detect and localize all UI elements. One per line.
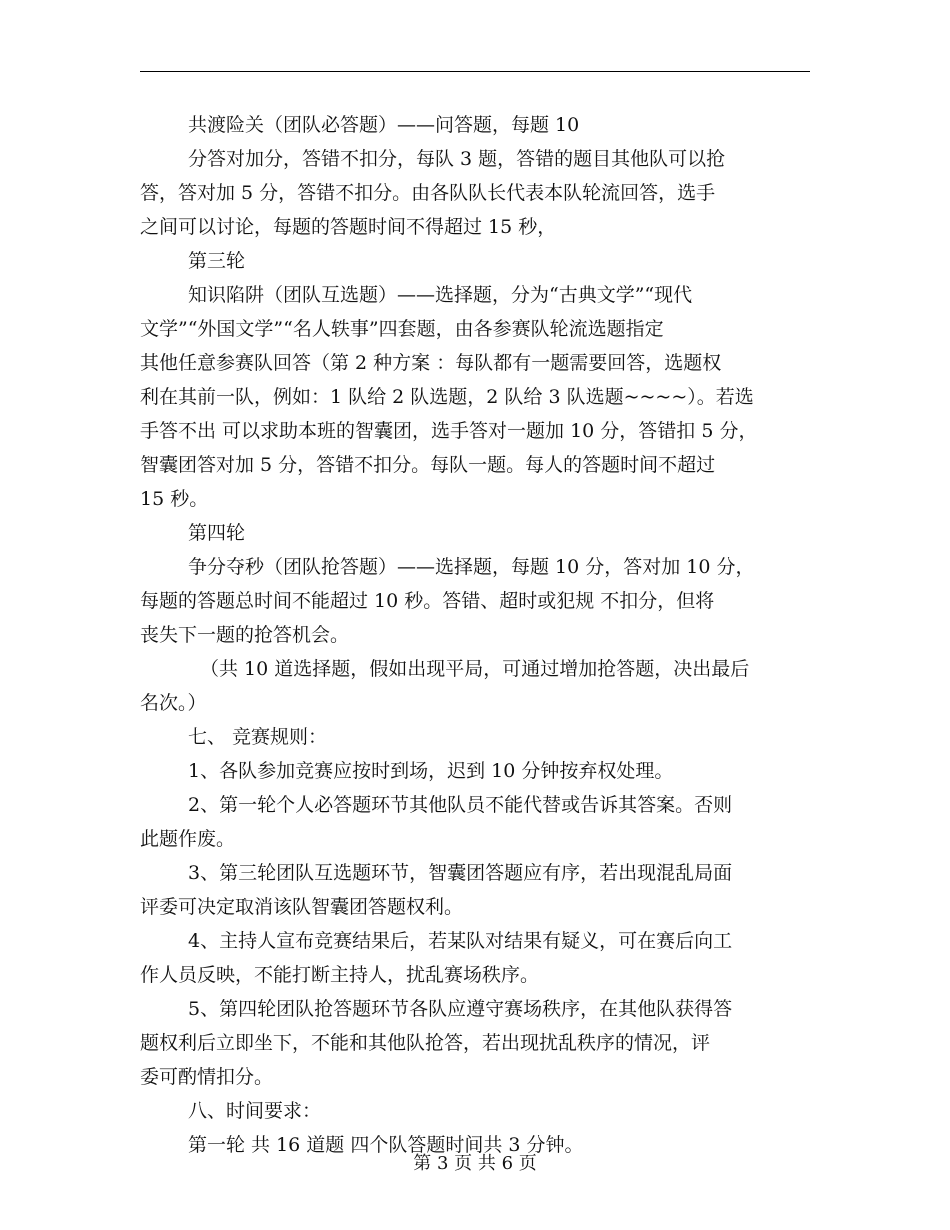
paragraph-line: 知识陷阱（团队互选题）——选择题，分为“古典文学”“现代 bbox=[188, 284, 693, 306]
paragraph-line: 共渡险关（团队必答题）——问答题，每题 10 bbox=[188, 114, 580, 136]
paragraph-line: 答，答对加 5 分，答错不扣分。由各队队长代表本队轮流回答，选手 bbox=[140, 182, 716, 204]
rule-item: 2、第一轮个人必答题环节其他队员不能代替或告诉其答案。否则 bbox=[188, 794, 733, 816]
paragraph-line: 其他任意参赛队回答（第 2 种方案 ：每队都有一题需要回答，选题权 bbox=[140, 352, 722, 374]
paragraph-line: 每题的答题总时间不能超过 10 秒。答错、超时或犯规 不扣分，但将 bbox=[140, 590, 715, 612]
rule-item: 题权利后立即坐下，不能和其他队抢答，若出现扰乱秩序的情况，评 bbox=[140, 1032, 711, 1054]
paragraph-line: 之间可以讨论，每题的答题时间不得超过 15 秒， bbox=[140, 216, 557, 238]
rule-item: 3、第三轮团队互选题环节，智囊团答题应有序，若出现混乱局面 bbox=[188, 862, 733, 884]
header-rule bbox=[140, 71, 810, 72]
paragraph-line: 丧失下一题的抢答机会。 bbox=[140, 624, 350, 646]
paragraph-line: 争分夺秒（团队抢答题）——选择题，每题 10 分，答对加 10 分， bbox=[188, 556, 755, 578]
rule-item: 作人员反映，不能打断主持人，扰乱赛场秩序。 bbox=[140, 964, 540, 986]
section-heading: 八、时间要求： bbox=[188, 1100, 322, 1122]
rule-item: 5、第四轮团队抢答题环节各队应遵守赛场秩序，在其他队获得答 bbox=[188, 998, 733, 1020]
paragraph-line: 分答对加分，答错不扣分，每队 3 题，答错的题目其他队可以抢 bbox=[188, 148, 726, 170]
page-footer bbox=[0, 1152, 950, 1176]
section-heading: 七、 竞赛规则： bbox=[188, 726, 328, 748]
rule-item: 此题作废。 bbox=[140, 828, 236, 850]
paragraph-line: 名次。） bbox=[140, 692, 207, 714]
rule-item: 评委可决定取消该队智囊团答题权利。 bbox=[140, 896, 464, 918]
rule-item: 1、各队参加竞赛应按时到场，迟到 10 分钟按弃权处理。 bbox=[188, 760, 674, 782]
paragraph-line: 第一轮 共 16 道题 四个队答题时间共 3 分钟。 bbox=[188, 1134, 584, 1156]
document-body bbox=[140, 108, 820, 1162]
paragraph-line: 利在其前一队，例如：1 队给 2 队选题，2 队给 3 队选题~~~~）。若选 bbox=[140, 386, 754, 408]
paragraph-line: 15 秒。 bbox=[140, 488, 209, 510]
paragraph-line: 文学”“外国文学”“名人轶事”四套题，由各参赛队轮流选题指定 bbox=[140, 318, 664, 340]
paragraph-line: （共 10 道选择题，假如出现平局，可通过增加抢答题，决出最后 bbox=[200, 658, 750, 680]
rule-item: 4、主持人宣布竞赛结果后，若某队对结果有疑义，可在赛后向工 bbox=[188, 930, 733, 952]
page-number: 第 3 页 共 6 页 bbox=[413, 1153, 537, 1174]
rule-item: 委可酌情扣分。 bbox=[140, 1066, 274, 1088]
section-heading: 第三轮 bbox=[188, 250, 246, 272]
paragraph-line: 手答不出 可以求助本班的智囊团，选手答对一题加 10 分，答错扣 5 分， bbox=[140, 420, 758, 442]
paragraph-line: 智囊团答对加 5 分，答错不扣分。每队一题。每人的答题时间不超过 bbox=[140, 454, 716, 476]
section-heading: 第四轮 bbox=[188, 522, 246, 544]
